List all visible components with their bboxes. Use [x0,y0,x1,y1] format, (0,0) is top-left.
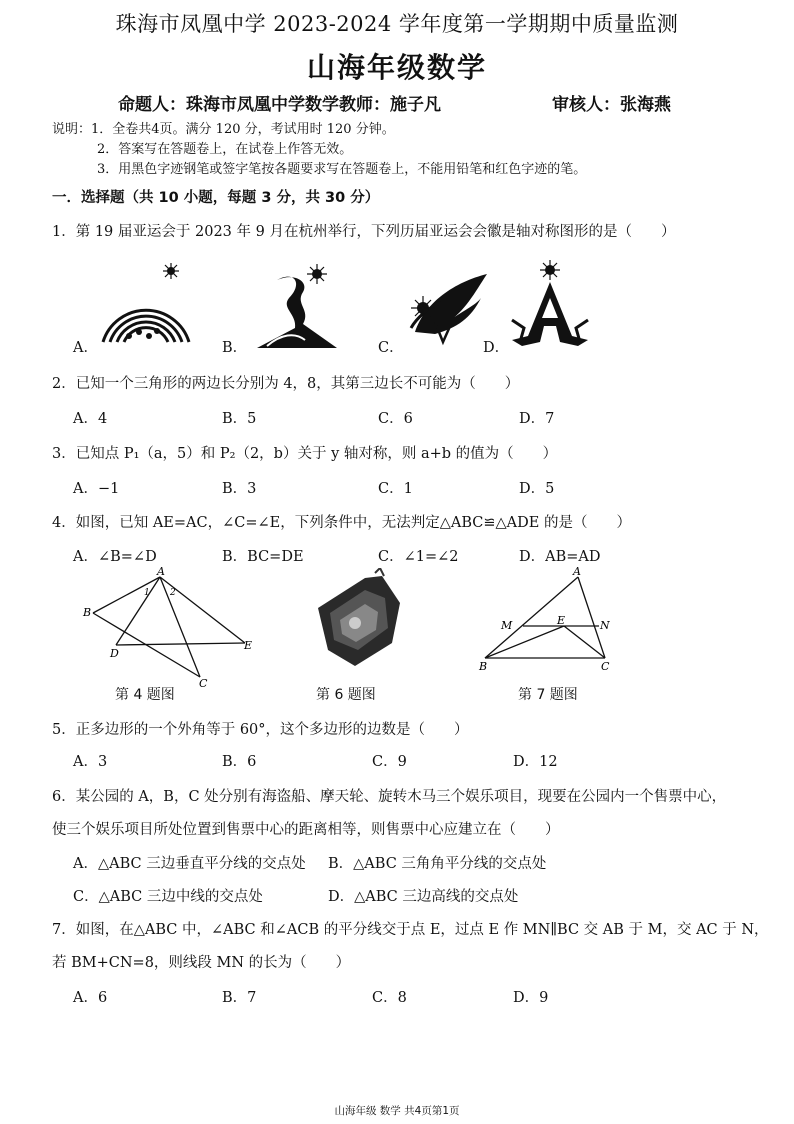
question-3: 3．已知点 P₁（a，5）和 P₂（2，b）关于 y 轴对称，则 a+b 的值为（ ） [52,446,558,462]
fig4-label-a: A [157,565,165,578]
question-7-line-1: 7．如图，在△ABC 中，∠ABC 和∠ACB 的平分线交于点 E，过点 E 作 MN∥BC 交 AB 于 M，交 AC 于 N， [52,922,769,938]
fig4-label-e: E [244,639,253,652]
note-3: 3．用黑色字迹钢笔或签字笔按各题要求写在答题卷上，不能用铅笔和红色字迹的笔。 [97,162,587,177]
q6-option-b: B．△ABC 三角角平分线的交点处 [328,856,547,872]
figure-6-photo [310,568,405,673]
fig4-label-b: B [83,606,92,619]
fig7-label-c: C [601,660,610,673]
q4-option-d: D．AB=AD [519,549,601,565]
emblem-c-image [405,262,495,352]
figure-4-diagram [80,565,265,690]
note-1: 说明：1．全卷共4页。满分 120 分，考试用时 120 分钟。 [52,122,395,137]
q7-option-b: B．7 [222,990,257,1006]
sun-icon [540,260,560,280]
q2-option-a: A．4 [73,411,108,427]
q2-option-b: B．5 [222,411,257,427]
question-1: 1．第 19 届亚运会于 2023 年 9 月在杭州举行，下列历届亚运会会徽是轴对称图形的是（ ） [52,224,676,240]
q5-option-a: A．3 [73,754,108,770]
page-footer: 山海年级 数学 共4页第1页 [334,1105,460,1117]
q7-option-a: A．6 [73,990,108,1006]
fig7-label-e: E [557,614,566,627]
q1-option-b: B． [222,340,248,356]
figure-7-caption: 第 7 题图 [518,687,578,703]
figure-6-caption: 第 6 题图 [316,687,376,703]
q3-option-b: B．3 [222,481,257,497]
fig7-label-b: B [479,660,488,673]
question-4: 4．如图，已知 AE=AC，∠C=∠E，下列条件中，无法判定△ABC≌△ADE 的是（ ） [52,515,631,531]
exam-subtitle: 山海年级数学 [306,51,487,84]
q5-option-b: B．6 [222,754,257,770]
q5-option-c: C．9 [372,754,407,770]
q2-option-c: C．6 [378,411,413,427]
q4-option-a: A．∠B=∠D [73,549,157,565]
fig4-label-c: C [199,677,208,690]
section-heading: 一．选择题（共 10 小题，每题 3 分，共 30 分） [52,190,380,206]
figure-4-caption: 第 4 题图 [115,687,175,703]
q6-option-c: C．△ABC 三边中线的交点处 [73,889,263,905]
q1-option-c: C． [378,340,404,356]
fig4-label-d: D [110,647,119,660]
fig7-label-a: A [573,565,581,578]
fig4-label-1: 1 [144,588,150,598]
q7-option-d: D．9 [513,990,549,1006]
emblem-d-image [510,258,590,352]
author-line: 命题人：珠海市凤凰中学数学教师：施子凡 [118,95,441,115]
fig7-label-m: M [501,619,513,632]
exam-title: 珠海市凤凰中学 2023-2024 学年度第一学期期中质量监测 [115,12,679,36]
figure-7-diagram [475,563,625,675]
note-2: 2．答案写在答题卷上，在试卷上作答无效。 [97,142,353,157]
q6-option-d: D．△ABC 三边高线的交点处 [328,889,519,905]
q3-option-a: A．−1 [73,481,120,497]
q6-option-a: A．△ABC 三边垂直平分线的交点处 [73,856,306,872]
q2-option-d: D．7 [519,411,555,427]
reviewer-line: 审核人：张海燕 [552,95,671,115]
q1-option-a: A． [73,340,98,356]
question-7-line-2: 若 BM+CN=8，则线段 MN 的长为（ ） [52,955,351,971]
question-6-line-1: 6．某公园的 A，B，C 处分别有海盗船、摩天轮、旋转木马三个娱乐项目，现要在公园内一个售票中心， [52,789,727,805]
q3-option-c: C．1 [378,481,413,497]
q5-option-d: D．12 [513,754,558,770]
q4-option-c: C．∠1=∠2 [378,549,459,565]
sun-icon [307,264,327,284]
question-2: 2．已知一个三角形的两边长分别为 4，8，其第三边长不可能为（ ） [52,376,520,392]
q7-option-c: C．8 [372,990,407,1006]
emblem-a-image [95,262,195,352]
sun-icon [163,263,179,279]
emblem-b-image [255,262,340,352]
question-6-line-2: 使三个娱乐项目所处位置到售票中心的距离相等，则售票中心应建立在（ ） [52,822,560,838]
q3-option-d: D．5 [519,481,555,497]
fig4-label-2: 2 [170,588,176,598]
q4-option-b: B．BC=DE [222,549,304,565]
fig7-label-n: N [600,619,610,632]
q1-option-d: D． [483,340,510,356]
question-5: 5．正多边形的一个外角等于 60°，这个多边形的边数是（ ） [52,722,469,738]
